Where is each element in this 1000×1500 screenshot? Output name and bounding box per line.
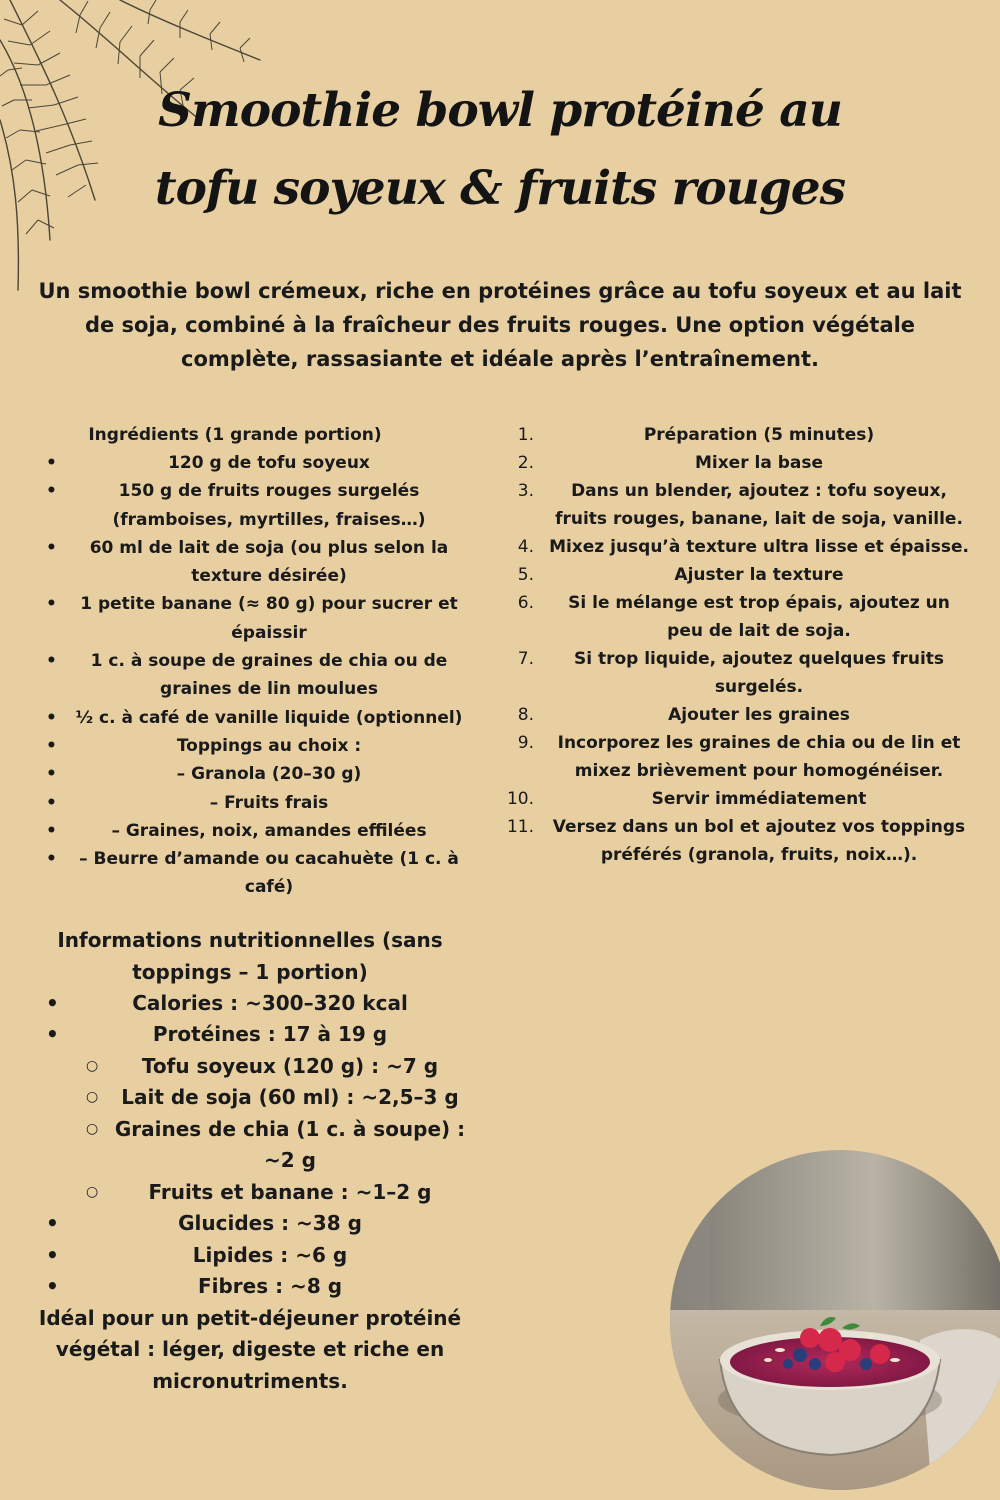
step-number: 11.: [506, 817, 534, 837]
step-number: 2.: [517, 453, 534, 473]
step-item: [500, 785, 970, 813]
step-item: [500, 729, 970, 785]
list-item: • Toppings au choix :: [30, 732, 470, 760]
step-item: [500, 477, 970, 533]
step-number: 7.: [517, 649, 534, 669]
intro-paragraph: Un smoothie bowl crémeux, riche en protéines grâce au tofu soyeux et au lait de soja, combiné à la fraîcheur des fruits rouges. Une option végétale complète, rassasiante et idéale après l’entraînement.: [38, 279, 962, 371]
ingredients-list: [30, 449, 470, 902]
step-text: Ajuster la texture: [674, 565, 844, 585]
left-column: [30, 421, 470, 1397]
step-number: 8.: [517, 705, 534, 725]
step-text: Servir immédiatement: [651, 789, 867, 809]
nutrition-carbs: • Glucides : ~38 g: [30, 1208, 470, 1240]
list-item: • 150 g de fruits rouges surgelés (framboises, myrtilles, fraises…): [30, 477, 470, 534]
step-text: Préparation (5 minutes): [643, 425, 875, 445]
list-item: • 120 g de tofu soyeux: [30, 449, 470, 477]
step-item: [500, 561, 970, 589]
closing-note: Idéal pour un petit-déjeuner protéiné végétal : léger, digeste et riche en micronutriments.: [38, 1305, 462, 1393]
step-item: [500, 421, 970, 449]
step-text: Si trop liquide, ajoutez quelques fruits surgelés.: [573, 649, 945, 697]
title-line-2: tofu soyeux & fruits rouges: [154, 161, 846, 216]
step-text: Si le mélange est trop épais, ajoutez un peu de lait de soja.: [568, 593, 950, 641]
step-number: 10.: [506, 789, 534, 809]
step-text: Incorporez les graines de chia ou de lin et mixez brièvement pour homogénéiser.: [557, 733, 961, 781]
nutrition-fibers: • Fibres : ~8 g: [30, 1271, 470, 1303]
step-item: [500, 589, 970, 645]
page-title: [60, 72, 940, 228]
step-item: [500, 813, 970, 869]
ingredients-title: Ingrédients (1 grande portion): [88, 425, 382, 445]
step-item: [500, 701, 970, 729]
step-number: 5.: [517, 565, 534, 585]
step-item: [500, 645, 970, 701]
list-item: • 1 c. à soupe de graines de chia ou de graines de lin moulues: [30, 647, 470, 704]
list-item: • ½ c. à café de vanille liquide (optionnel): [30, 704, 470, 732]
step-number: 4.: [517, 537, 534, 557]
nutrition-title: Informations nutritionnelles (sans toppings – 1 portion): [57, 927, 443, 984]
protein-source-item: ○ Fruits et banane : ~1–2 g: [30, 1177, 470, 1209]
step-item: [500, 449, 970, 477]
step-number: 6.: [517, 593, 534, 613]
step-text: Mixez jusqu’à texture ultra lisse et épaisse.: [549, 537, 969, 557]
step-number: 1.: [517, 425, 534, 445]
step-text: Ajouter les graines: [668, 705, 850, 725]
list-item: • – Granola (20–30 g): [30, 760, 470, 788]
step-number: 3.: [517, 481, 534, 501]
step-text: Dans un blender, ajoutez : tofu soyeux, fruits rouges, banane, lait de soja, vanille.: [555, 481, 963, 529]
preparation-steps: [500, 421, 970, 869]
protein-source-item: ○ Lait de soja (60 ml) : ~2,5–3 g: [30, 1082, 470, 1114]
title-line-1: Smoothie bowl protéiné au: [158, 83, 842, 138]
nutrition-list: [30, 988, 470, 1303]
list-item: • – Fruits frais: [30, 789, 470, 817]
step-number: 9.: [517, 733, 534, 753]
nutrition-lipids: • Lipides : ~6 g: [30, 1240, 470, 1272]
list-item: • – Graines, noix, amandes effilées: [30, 817, 470, 845]
list-item: • 1 petite banane (≈ 80 g) pour sucrer et épaissir: [30, 590, 470, 647]
nutrition-proteins: • Protéines : 17 à 19 g: [30, 1019, 470, 1051]
list-item: • 60 ml de lait de soja (ou plus selon la texture désirée): [30, 534, 470, 591]
step-item: [500, 533, 970, 561]
smoothie-bowl-photo: [670, 1150, 1000, 1490]
right-column: [500, 421, 970, 869]
protein-source-item: ○ Tofu soyeux (120 g) : ~7 g: [30, 1051, 470, 1083]
nutrition-calories: • Calories : ~300–320 kcal: [30, 988, 470, 1020]
list-item: • – Beurre d’amande ou cacahuète (1 c. à café): [30, 845, 470, 902]
protein-source-item: ○ Graines de chia (1 c. à soupe) : ~2 g: [30, 1114, 470, 1177]
step-text: Versez dans un bol et ajoutez vos toppings préférés (granola, fruits, noix…).: [552, 817, 966, 865]
step-text: Mixer la base: [694, 453, 824, 473]
